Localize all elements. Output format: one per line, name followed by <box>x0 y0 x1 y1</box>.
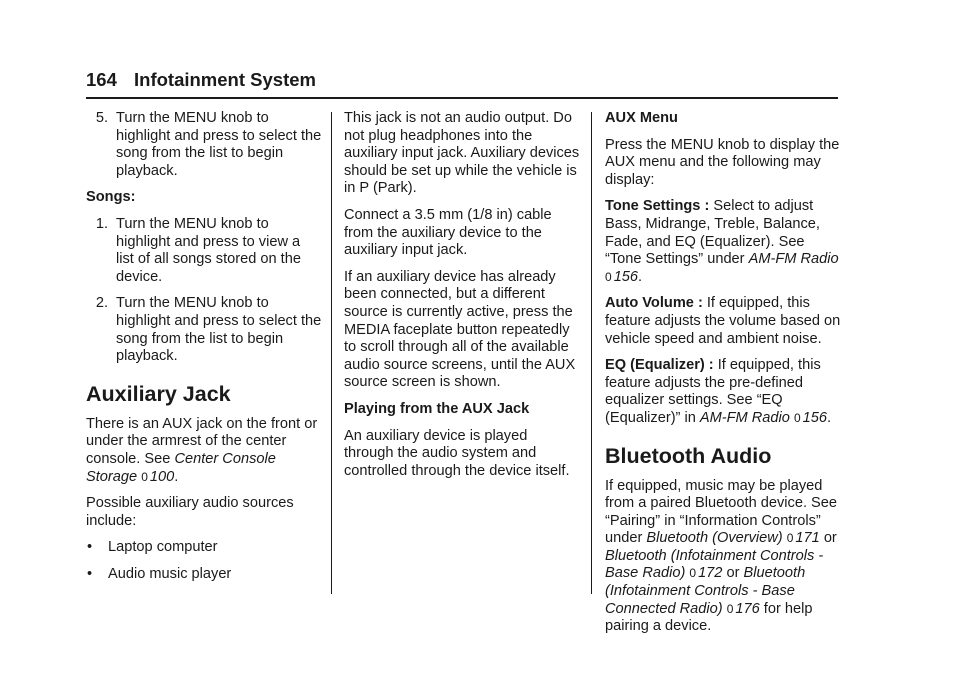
bluetooth-base-connected-radio-link[interactable]: Bluetooth (Infotainment Controls - Base Connected Radio) <box>605 565 806 617</box>
page-ref-number[interactable]: 172 <box>698 565 723 582</box>
bt-text: If equipped, music may be played from a paired Bluetooth device. See “Pairing” in “Information Controls” under <box>605 477 838 547</box>
songs-step-2 <box>86 295 322 365</box>
period: . <box>174 468 179 485</box>
period: . <box>638 268 643 285</box>
eq-text: If equipped, this feature adjusts the pre-defined equalizer settings. See “EQ (Equalizer)” in <box>605 357 821 426</box>
auxiliary-jack-heading: Auxiliary Jack <box>86 381 231 406</box>
page-ref-number[interactable]: 156 <box>802 409 828 426</box>
songs-step-1 <box>86 216 322 286</box>
aux-text: There is an AUX jack on the front or under the armrest of the center console. See <box>86 415 318 467</box>
column-3 <box>605 110 845 645</box>
step-number: 1. <box>95 215 108 232</box>
page-ref-icon: 0 <box>793 410 801 425</box>
step-5 <box>86 110 322 180</box>
paragraph: An auxiliary device is played through the audio system and controlled through the device itself. <box>344 427 570 479</box>
column-1 <box>86 110 322 592</box>
page-ref-number[interactable]: 156 <box>613 268 639 285</box>
aux-menu-text: Press the MENU knob to display the AUX menu and the following may display: <box>605 136 840 188</box>
bluetooth-base-radio-link[interactable]: Bluetooth (Infotainment Controls - Base Radio) <box>605 547 824 582</box>
section-title: Infotainment System <box>134 69 316 90</box>
bullet-icon: • <box>87 565 93 582</box>
step-text: Turn the MENU knob to highlight and press to view a list of all songs stored on the device. <box>116 215 301 285</box>
page-ref-number[interactable]: 100 <box>149 468 175 485</box>
am-fm-radio-link[interactable]: AM-FM Radio <box>699 409 790 426</box>
page-ref-number[interactable]: 171 <box>795 530 820 547</box>
bullet-text: Laptop computer <box>108 539 218 556</box>
column-divider-1 <box>331 112 332 594</box>
bullet-text: Audio music player <box>108 565 232 582</box>
bluetooth-audio-heading: Bluetooth Audio <box>605 443 772 468</box>
header-rule <box>86 97 838 99</box>
auto-volume-text: If equipped, this feature adjusts the volume based on vehicle speed and ambient noise. <box>605 295 841 347</box>
bullet-item <box>86 539 322 557</box>
songs-label: Songs: <box>86 189 136 206</box>
step-number: 5. <box>95 110 108 126</box>
bluetooth-overview-link[interactable]: Bluetooth (Overview) <box>646 530 783 547</box>
step-text: Turn the MENU knob to highlight and press to select the song from the list to begin playback. <box>116 295 322 365</box>
center-console-storage-link[interactable]: Center Console Storage <box>86 450 276 485</box>
paragraph: Connect a 3.5 mm (1/8 in) cable from the auxiliary device to the auxiliary input jack. <box>344 206 552 259</box>
paragraph: If an auxiliary device has already been connected, but a different source is currently active, press the MEDIA faceplate button repeatedly to scroll through all of the available audio source screens, until the AUX source screen is shown. <box>344 268 576 391</box>
paragraph: This jack is not an audio output. Do not plug headphones into the auxiliary input jack. Auxiliary devices should be set up while the vehicle is in P (Park). <box>344 110 580 197</box>
column-divider-2 <box>591 112 592 594</box>
auto-volume-entry <box>605 295 845 348</box>
page-ref-icon: 0 <box>726 601 734 616</box>
column-2 <box>344 110 580 489</box>
page-ref-icon: 0 <box>689 566 697 581</box>
am-fm-radio-link[interactable]: AM-FM Radio <box>748 251 839 268</box>
page-header <box>86 68 838 92</box>
eq-entry <box>605 357 845 427</box>
tone-settings-entry <box>605 198 845 286</box>
step-number: 2. <box>95 295 108 312</box>
eq-label: EQ (Equalizer) : <box>605 357 714 374</box>
aux-paragraph-2: Possible auxiliary audio sources include: <box>86 495 294 529</box>
or-text: or <box>722 565 744 582</box>
aux-paragraph-1 <box>86 416 322 486</box>
tone-settings-label: Tone Settings : <box>605 198 710 215</box>
bullet-item <box>86 566 322 584</box>
tone-settings-text: Select to adjust Bass, Midrange, Treble, Balance, Fade, and EQ (Equalizer). See “Tone Settings” under <box>605 198 820 268</box>
page-ref-icon: 0 <box>141 469 148 484</box>
page-number: 164 <box>86 69 117 90</box>
auto-volume-label: Auto Volume : <box>605 295 703 312</box>
page-ref-number[interactable]: 176 <box>735 600 760 617</box>
period: . <box>827 409 832 426</box>
playing-from-aux-label: Playing from the AUX Jack <box>344 400 530 417</box>
bluetooth-paragraph <box>605 478 845 636</box>
or-text: or <box>819 530 837 547</box>
bullet-icon: • <box>87 539 93 556</box>
step-text: Turn the MENU knob to highlight and press to select the song from the list to begin playback. <box>116 110 322 179</box>
page-ref-icon: 0 <box>786 531 794 546</box>
page-ref-icon: 0 <box>605 269 612 284</box>
bt-end-text: for help pairing a device. <box>605 600 813 635</box>
aux-menu-label: AUX Menu <box>605 110 678 126</box>
